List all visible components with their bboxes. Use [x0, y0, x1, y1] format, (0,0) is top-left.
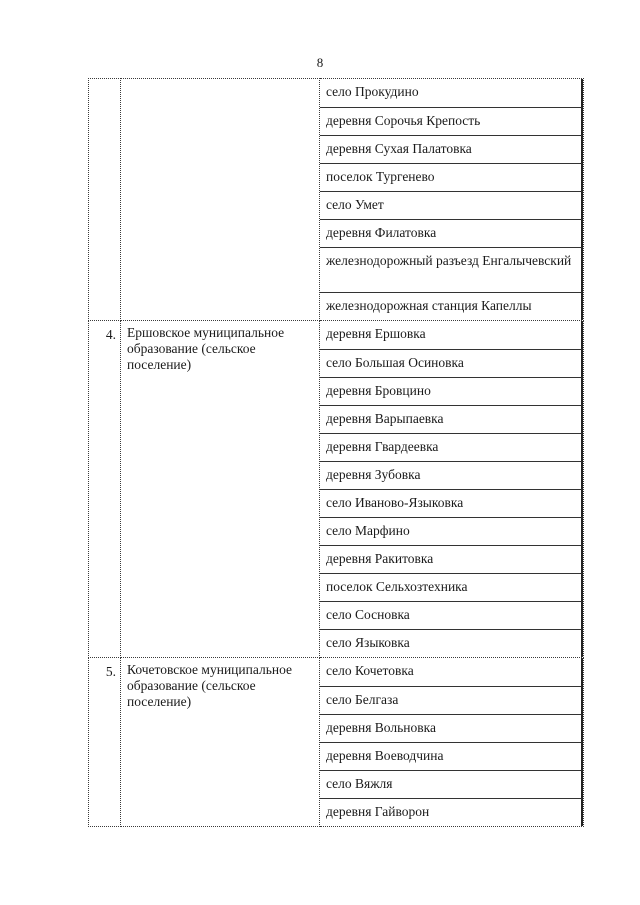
row-number: 4. [89, 321, 121, 658]
list-item: железнодорожная станция Капеллы [320, 292, 583, 320]
list-item: деревня Гвардеевка [320, 433, 583, 461]
municipality-name: Кочетовское муниципальное образование (сельское поселение) [121, 658, 320, 827]
row-number: 5. [89, 658, 121, 827]
list-item: село Белгаза [320, 686, 583, 714]
list-item: село Большая Осиновка [320, 349, 583, 377]
municipality-name: Ершовское муниципальное образование (сельское поселение) [121, 321, 320, 658]
list-item: деревня Филатовка [320, 219, 583, 247]
list-item: село Умет [320, 191, 583, 219]
list-item: деревня Бровцино [320, 377, 583, 405]
list-item: село Сосновка [320, 601, 583, 629]
localities-cell [320, 321, 584, 658]
list-item: деревня Вольновка [320, 714, 583, 742]
page-number: 8 [316, 55, 324, 70]
list-item: деревня Варыпаевка [320, 405, 583, 433]
table-row [89, 321, 584, 658]
table-row [89, 658, 584, 827]
list-item: железнодорожный разъезд Енгалычевский [320, 247, 583, 292]
list-item: деревня Сухая Палатовка [320, 135, 583, 163]
localities-cell [320, 79, 584, 321]
list-item: поселок Тургенево [320, 163, 583, 191]
list-item: деревня Зубовка [320, 461, 583, 489]
list-item: деревня Ершовка [320, 321, 583, 349]
settlements-table [88, 78, 584, 827]
list-item: деревня Гайворон [320, 798, 583, 826]
list-item: деревня Воеводчина [320, 742, 583, 770]
list-item: село Вяжля [320, 770, 583, 798]
table-row [89, 79, 584, 321]
row-number [89, 79, 121, 321]
list-item: село Марфино [320, 517, 583, 545]
localities-cell [320, 658, 584, 827]
list-item: поселок Сельхозтехника [320, 573, 583, 601]
list-item: деревня Ракитовка [320, 545, 583, 573]
list-item: село Прокудино [320, 79, 583, 107]
list-item: село Иваново-Языковка [320, 489, 583, 517]
list-item: село Языковка [320, 629, 583, 657]
list-item: село Кочетовка [320, 658, 583, 686]
list-item: деревня Сорочья Крепость [320, 107, 583, 135]
municipality-name [121, 79, 320, 321]
